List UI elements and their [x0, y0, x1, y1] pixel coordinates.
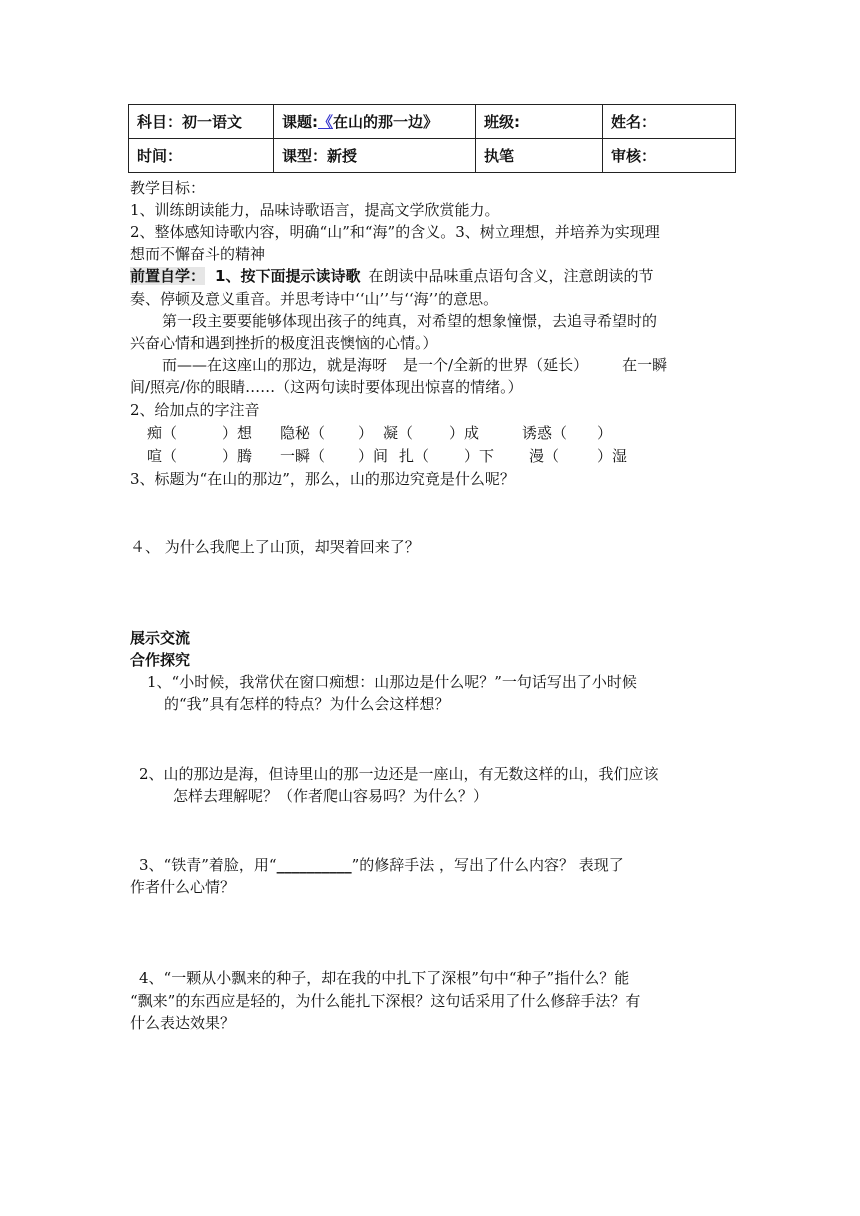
- name-cell: 姓名：: [603, 105, 736, 139]
- subject-cell: 科目：初一语文: [129, 105, 274, 139]
- pinyin-item: ）间: [358, 447, 389, 465]
- explore-q4-line1: 4、“一颗从小飘来的种子，却在我的中扎下了深根”句中“种子”指什么？能: [139, 969, 630, 987]
- pinyin-item: ）想: [222, 424, 253, 442]
- fill-blank: __________: [276, 856, 352, 874]
- pinyin-item: 痴（: [147, 424, 178, 442]
- pinyin-item: ）下: [464, 447, 495, 465]
- para-2-part1: 而——在这座山的那边，就是海呀: [162, 356, 388, 374]
- pinyin-item: ）腾: [222, 447, 253, 465]
- task-1-text: 在朗读中品味重点语句含义，注意朗读的节: [368, 267, 654, 285]
- pre-study-label: 前置自学：: [130, 267, 206, 285]
- pinyin-item: 漫（: [529, 447, 560, 465]
- explore-q3-line1: [139, 854, 624, 876]
- para-1-line2: 兴奋心情和遇到挫折的极度沮丧懊恼的心情。）: [130, 334, 438, 352]
- goal-1: 1、训练朗读能力，品味诗歌语言，提高文学欣赏能力。: [130, 201, 500, 219]
- explore-q2-line2: 怎样去理解呢？（作者爬山容易吗？为什么？）: [173, 787, 489, 805]
- pinyin-item: ）: [358, 424, 374, 442]
- explore-q3-line2: 作者什么心情？: [130, 878, 236, 896]
- pinyin-item: 诱惑（: [522, 424, 568, 442]
- pinyin-item: 凝（: [383, 424, 414, 442]
- para-2-line1: [162, 354, 667, 376]
- reviewer-cell: 审核：: [603, 139, 736, 173]
- explore-q3-part2: ”的修辞手法 ，写出了什么内容？ 表现了: [351, 856, 624, 874]
- pinyin-item: 一瞬（: [280, 447, 326, 465]
- explore-q1-line2: 的“我”具有怎样的特点？为什么会这样想？: [164, 695, 450, 713]
- explore-q4-line2: “飘来”的东西应是轻的，为什么能扎下深根？这句话采用了什么修辞手法？有: [130, 992, 641, 1010]
- topic-title: 在山的那一边》: [333, 113, 439, 131]
- para-1-line1: 第一段主要要能够体现出孩子的纯真，对希望的想象憧憬，去追寻希望时的: [162, 312, 658, 330]
- section-explore-heading: 合作探究: [130, 651, 191, 669]
- para-2-part3: 在一瞬: [622, 356, 668, 374]
- para-2-line2: 间/照亮/你的眼睛……（这两句读时要体现出惊喜的情绪。）: [130, 378, 523, 396]
- para-2-part2: 是一个/全新的世界（延长）: [403, 356, 589, 374]
- pinyin-item: ）: [597, 424, 613, 442]
- question-4: ４、 为什么我爬上了山顶，却哭着回来了？: [130, 538, 420, 556]
- task-1-line2: 奏、停顿及意义重音。并思考诗中‘‘山’’与‘‘海’’的意思。: [130, 290, 499, 308]
- question-2: 2、给加点的字注音: [130, 401, 260, 419]
- class-cell: 班级:: [476, 105, 603, 139]
- explore-q1-line1: 1、“小时候，我常伏在窗口痴想：山那边是什么呢？”一句话写出了小时候: [147, 673, 637, 691]
- pinyin-item: ）成: [449, 424, 480, 442]
- topic-link[interactable]: 《: [318, 113, 334, 131]
- pinyin-item: 扎（: [399, 447, 430, 465]
- section-show-heading: 展示交流: [130, 629, 191, 647]
- explore-q3-part1: 3、“铁青”着脸，用“: [139, 856, 277, 874]
- lesson-header-table: [128, 104, 736, 173]
- explore-q4-line3: 什么表达效果？: [130, 1014, 236, 1032]
- pre-study-line1: [130, 265, 653, 287]
- writer-cell: 执笔: [476, 139, 603, 173]
- question-3: 3、标题为“在山的那边”，那么，山的那边究竟是什么呢？: [130, 470, 515, 488]
- pinyin-item: 隐秘（: [280, 424, 326, 442]
- pinyin-item: ）湿: [597, 447, 628, 465]
- goals-heading: 教学目标：: [130, 179, 206, 197]
- pinyin-item: 喧（: [147, 447, 178, 465]
- goal-2-line1: 2、整体感知诗歌内容，明确“山”和“海”的含义。3、树立理想，并培养为实现理: [130, 223, 660, 241]
- lesson-type-cell: 课型：新授: [274, 139, 476, 173]
- task-1-title: 1、按下面提示读诗歌: [215, 267, 361, 285]
- topic-label: 课题:: [282, 113, 318, 131]
- explore-q2-line1: 2、山的那边是海，但诗里山的那一边还是一座山，有无数这样的山，我们应该: [139, 765, 659, 783]
- time-cell: 时间：: [129, 139, 274, 173]
- goal-2-line2: 想而不懈奋斗的精神: [130, 245, 266, 263]
- topic-cell: [274, 105, 476, 139]
